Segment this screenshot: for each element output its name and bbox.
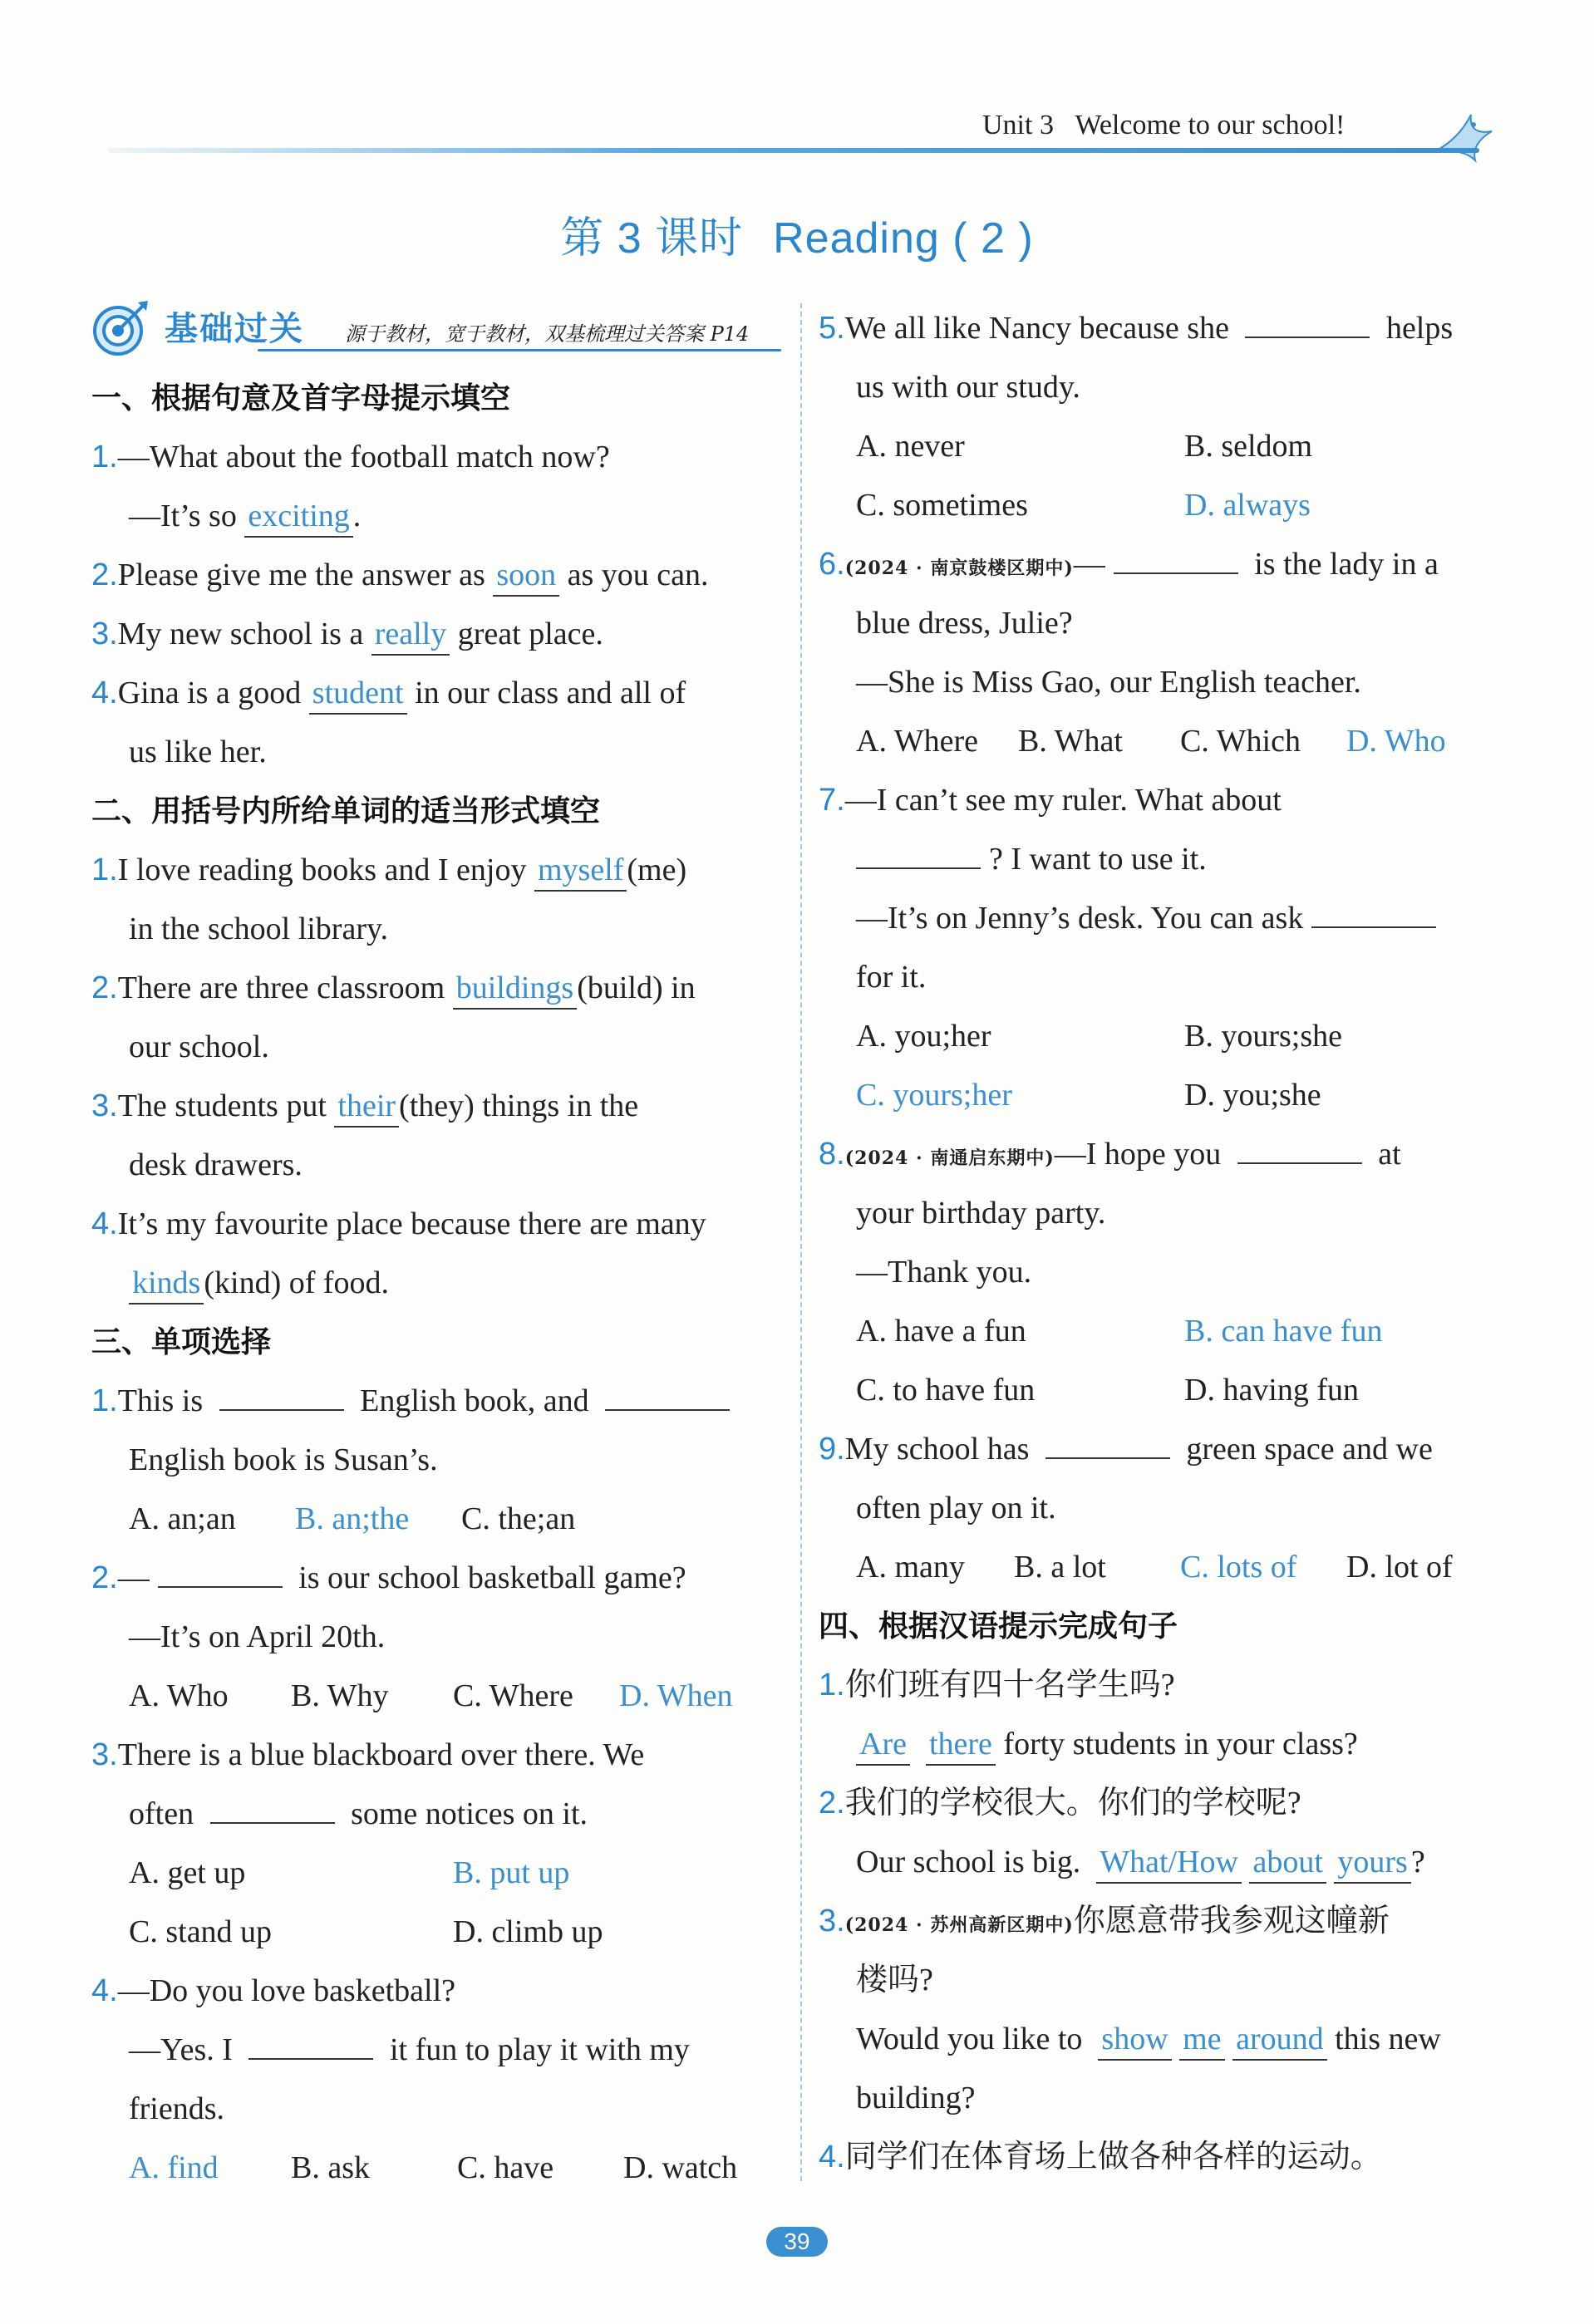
s4-q1-line2: Are there forty students in your class?: [819, 1715, 1508, 1774]
s4-q3-line2: 楼吗?: [856, 1963, 933, 1997]
option-b[interactable]: B. a lot: [1014, 1550, 1106, 1585]
option-c[interactable]: C. the;an: [461, 1501, 576, 1536]
s3-q4-options: [91, 2139, 781, 2198]
column-divider: [800, 303, 802, 2181]
section-4-heading: 四、根据汉语提示完成句子: [819, 1609, 1178, 1644]
empty-blank[interactable]: [210, 1789, 335, 1824]
empty-blank[interactable]: [1245, 303, 1370, 338]
s3-q4-line3: friends.: [129, 2091, 225, 2126]
s3-q5-options-1: [819, 417, 1508, 476]
s3-q7-options-2: [819, 1066, 1508, 1125]
option-a[interactable]: A. you;her: [856, 1019, 991, 1054]
empty-blank[interactable]: [1114, 539, 1238, 574]
answer-blank[interactable]: exciting: [244, 496, 352, 538]
section-3-heading: 三、单项选择: [91, 1325, 272, 1359]
option-d[interactable]: D. climb up: [453, 1914, 603, 1949]
option-d[interactable]: D. When: [619, 1678, 733, 1713]
option-b[interactable]: B. put up: [453, 1855, 570, 1890]
option-d[interactable]: D. watch: [623, 2150, 738, 2185]
badge-label: 基础过关: [165, 310, 304, 348]
empty-blank[interactable]: [1045, 1424, 1170, 1459]
s1-q4-line2: us like her.: [129, 735, 267, 769]
option-c[interactable]: C. Which: [1180, 724, 1301, 759]
s4-q4-line1: 4.同学们在体育场上做各种各样的运动。: [819, 2140, 1382, 2174]
badge-note: 源于教材，宽于教材，双基梳理过关答案 P14: [345, 322, 750, 346]
unit-header: [982, 110, 1345, 141]
s3-q4-line2: —Yes. I it fun to play it with my: [91, 2021, 781, 2080]
s4-q3-line1: 3.(2024 · 苏州高新区期中)你愿意带我参观这幢新: [819, 1904, 1390, 1938]
unit-name: Welcome to our school!: [1075, 110, 1346, 140]
s4-q2-line1: 2.我们的学校很大。你们的学校呢?: [819, 1786, 1301, 1820]
option-d[interactable]: D. having fun: [1184, 1373, 1360, 1408]
answer-blank[interactable]: buildings: [453, 968, 577, 1010]
s2-q4-line1: 4.It’s my favourite place because there are many: [91, 1206, 706, 1241]
s3-q5-line2: us with our study.: [856, 370, 1080, 405]
section-1-heading: 一、根据句意及首字母提示填空: [91, 381, 511, 415]
s3-q6-line1: 6.(2024 · 南京鼓楼区期中)— is the lady in a: [819, 535, 1508, 594]
option-c[interactable]: C. Where: [453, 1678, 573, 1713]
s3-q3-line2: often some notices on it.: [91, 1785, 781, 1844]
option-b[interactable]: B. ask: [291, 2150, 370, 2185]
s2-q4-line2: kinds (kind) of food.: [91, 1254, 781, 1313]
s3-q6-options: [819, 712, 1508, 771]
answer-blank[interactable]: really: [371, 614, 450, 656]
answer-blank[interactable]: about: [1249, 1842, 1326, 1884]
s3-q1-line1: 1.This is English book, and: [91, 1372, 781, 1431]
s3-q1-options: [91, 1490, 781, 1549]
s3-q8-options-2: [819, 1361, 1508, 1420]
option-b[interactable]: B. Why: [291, 1678, 389, 1713]
s2-q1-line2: in the school library.: [129, 911, 389, 946]
s2-q3-line2: desk drawers.: [129, 1147, 303, 1182]
s3-q5-options-2: [819, 476, 1508, 535]
s3-q7-line1: 7.—I can’t see my ruler. What about: [819, 783, 1282, 818]
s3-q9-line2: often play on it.: [856, 1491, 1056, 1526]
s2-q1-line1: 1.I love reading books and I enjoy myself (me): [91, 841, 781, 900]
lesson-name: Reading ( 2 ): [773, 214, 1034, 263]
empty-blank[interactable]: [856, 834, 981, 869]
s3-q8-line2: your birthday party.: [856, 1196, 1106, 1231]
empty-blank[interactable]: [1237, 1129, 1362, 1164]
s3-q8-line1: 8.(2024 · 南通启东期中)—I hope you at: [819, 1125, 1508, 1184]
s3-q6-line3: —She is Miss Gao, our English teacher.: [856, 665, 1361, 700]
option-b[interactable]: B. seldom: [1184, 429, 1313, 464]
answer-blank[interactable]: student: [309, 673, 407, 715]
s1-q1-line1: 1.—What about the football match now?: [91, 440, 610, 474]
option-b[interactable]: B. yours;she: [1184, 1019, 1342, 1054]
s3-q3-line1: 3.There is a blue blackboard over there. We: [91, 1737, 645, 1772]
answer-blank[interactable]: their: [334, 1086, 399, 1128]
option-a[interactable]: A. an;an: [129, 1501, 236, 1536]
option-a[interactable]: A. many: [856, 1550, 965, 1585]
source-tag: (2024 · 南通启东期中): [844, 1147, 1055, 1169]
answer-blank[interactable]: What/How: [1096, 1842, 1242, 1884]
s3-q8-options-1: [819, 1302, 1508, 1361]
source-tag: (2024 · 苏州高新区期中): [844, 1914, 1074, 1936]
s3-q7-line4: for it.: [856, 960, 927, 995]
s1-q2: 2.Please give me the answer as soon as you can.: [91, 546, 781, 605]
answer-blank[interactable]: myself: [534, 850, 627, 892]
option-b[interactable]: B. an;the: [295, 1501, 410, 1536]
s4-q3-line3: Would you like to show me around this new: [819, 2010, 1508, 2069]
s1-q1-line2: —It’s so exciting .: [91, 487, 781, 546]
s2-q3-line1: 3.The students put their (they) things in the: [91, 1077, 781, 1136]
empty-blank[interactable]: [1311, 893, 1436, 928]
s3-q9-line1: 9.My school has green space and we: [819, 1420, 1508, 1479]
option-a[interactable]: A. Who: [129, 1678, 229, 1713]
s4-q1-line1: 1.你们班有四十名学生吗?: [819, 1668, 1175, 1702]
answer-blank[interactable]: Are: [856, 1724, 910, 1766]
left-column: [91, 299, 781, 2198]
option-c[interactable]: C. lots of: [1180, 1550, 1297, 1585]
option-a[interactable]: A. Where: [856, 724, 979, 759]
s3-q3-options-2: [91, 1903, 781, 1962]
s3-q4-line1: 4.—Do you love basketball?: [91, 1973, 455, 2008]
answer-blank[interactable]: soon: [493, 555, 559, 597]
lesson-period: 第 3 课时: [560, 214, 744, 263]
s3-q3-options-1: [91, 1844, 781, 1903]
answer-blank[interactable]: around: [1232, 2019, 1327, 2061]
s4-q3-line4: building?: [856, 2081, 976, 2115]
empty-blank[interactable]: [248, 2025, 373, 2060]
option-c[interactable]: C. yours;her: [856, 1078, 1012, 1113]
option-d[interactable]: D. Who: [1346, 724, 1446, 759]
s3-q2-line2: —It’s on April 20th.: [129, 1619, 386, 1654]
option-b[interactable]: B. can have fun: [1184, 1314, 1383, 1349]
s3-q6-line2: blue dress, Julie?: [856, 606, 1073, 641]
unit-number: Unit 3: [982, 110, 1054, 140]
option-c[interactable]: C. to have fun: [856, 1373, 1036, 1408]
swallow-icon: [1425, 106, 1500, 165]
s3-q2-line1: 2.— is our school basketball game?: [91, 1549, 781, 1608]
option-c[interactable]: C. sometimes: [856, 488, 1028, 523]
s3-q7-options-1: [819, 1007, 1508, 1066]
option-a[interactable]: A. find: [129, 2150, 219, 2185]
s3-q5-line1: 5.We all like Nancy because she helps: [819, 299, 1508, 358]
answer-blank[interactable]: there: [926, 1724, 996, 1766]
option-c[interactable]: C. stand up: [129, 1914, 273, 1949]
right-column: [819, 299, 1508, 2187]
s3-q2-options: [91, 1667, 781, 1726]
option-a[interactable]: A. get up: [129, 1855, 246, 1890]
s3-q8-line3: —Thank you.: [856, 1255, 1032, 1290]
answer-blank[interactable]: kinds: [129, 1263, 204, 1304]
s3-q7-line2: ? I want to use it.: [819, 830, 1508, 889]
option-d[interactable]: D. always: [1184, 488, 1311, 523]
s3-q7-line3: —It’s on Jenny’s desk. You can ask: [819, 889, 1508, 948]
option-d[interactable]: D. lot of: [1346, 1550, 1453, 1585]
s1-q4-line1: 4.Gina is a good student in our class and all of: [91, 664, 781, 723]
s2-q2-line2: our school.: [129, 1029, 269, 1064]
answer-blank[interactable]: me: [1179, 2019, 1224, 2061]
s2-q2-line1: 2.There are three classroom buildings (build) in: [91, 959, 781, 1018]
empty-blank[interactable]: [605, 1376, 730, 1411]
option-c[interactable]: C. have: [457, 2150, 554, 2185]
s1-q3: 3.My new school is a really great place.: [91, 605, 781, 664]
empty-blank[interactable]: [158, 1553, 283, 1588]
lesson-title: [0, 203, 1594, 265]
s3-q1-line2: English book is Susan’s.: [129, 1442, 438, 1477]
option-a[interactable]: A. never: [856, 429, 965, 464]
option-b[interactable]: B. What: [1018, 724, 1123, 759]
header-rule: [108, 148, 1479, 153]
answer-blank[interactable]: show: [1098, 2019, 1171, 2061]
option-a[interactable]: A. have a fun: [856, 1314, 1026, 1349]
answer-blank[interactable]: yours: [1334, 1842, 1410, 1884]
empty-blank[interactable]: [219, 1376, 344, 1411]
option-d[interactable]: D. you;she: [1184, 1078, 1321, 1113]
s3-q9-options: [819, 1538, 1508, 1597]
target-icon: [91, 299, 150, 357]
badge-underline: [258, 349, 781, 351]
page-number: 39: [766, 2227, 828, 2257]
s4-q2-line2: Our school is big. What/How about yours ?: [819, 1833, 1508, 1892]
source-tag: (2024 · 南京鼓楼区期中): [844, 558, 1074, 579]
section-badge: [91, 299, 781, 369]
section-2-heading: 二、用括号内所给单词的适当形式填空: [91, 794, 601, 828]
